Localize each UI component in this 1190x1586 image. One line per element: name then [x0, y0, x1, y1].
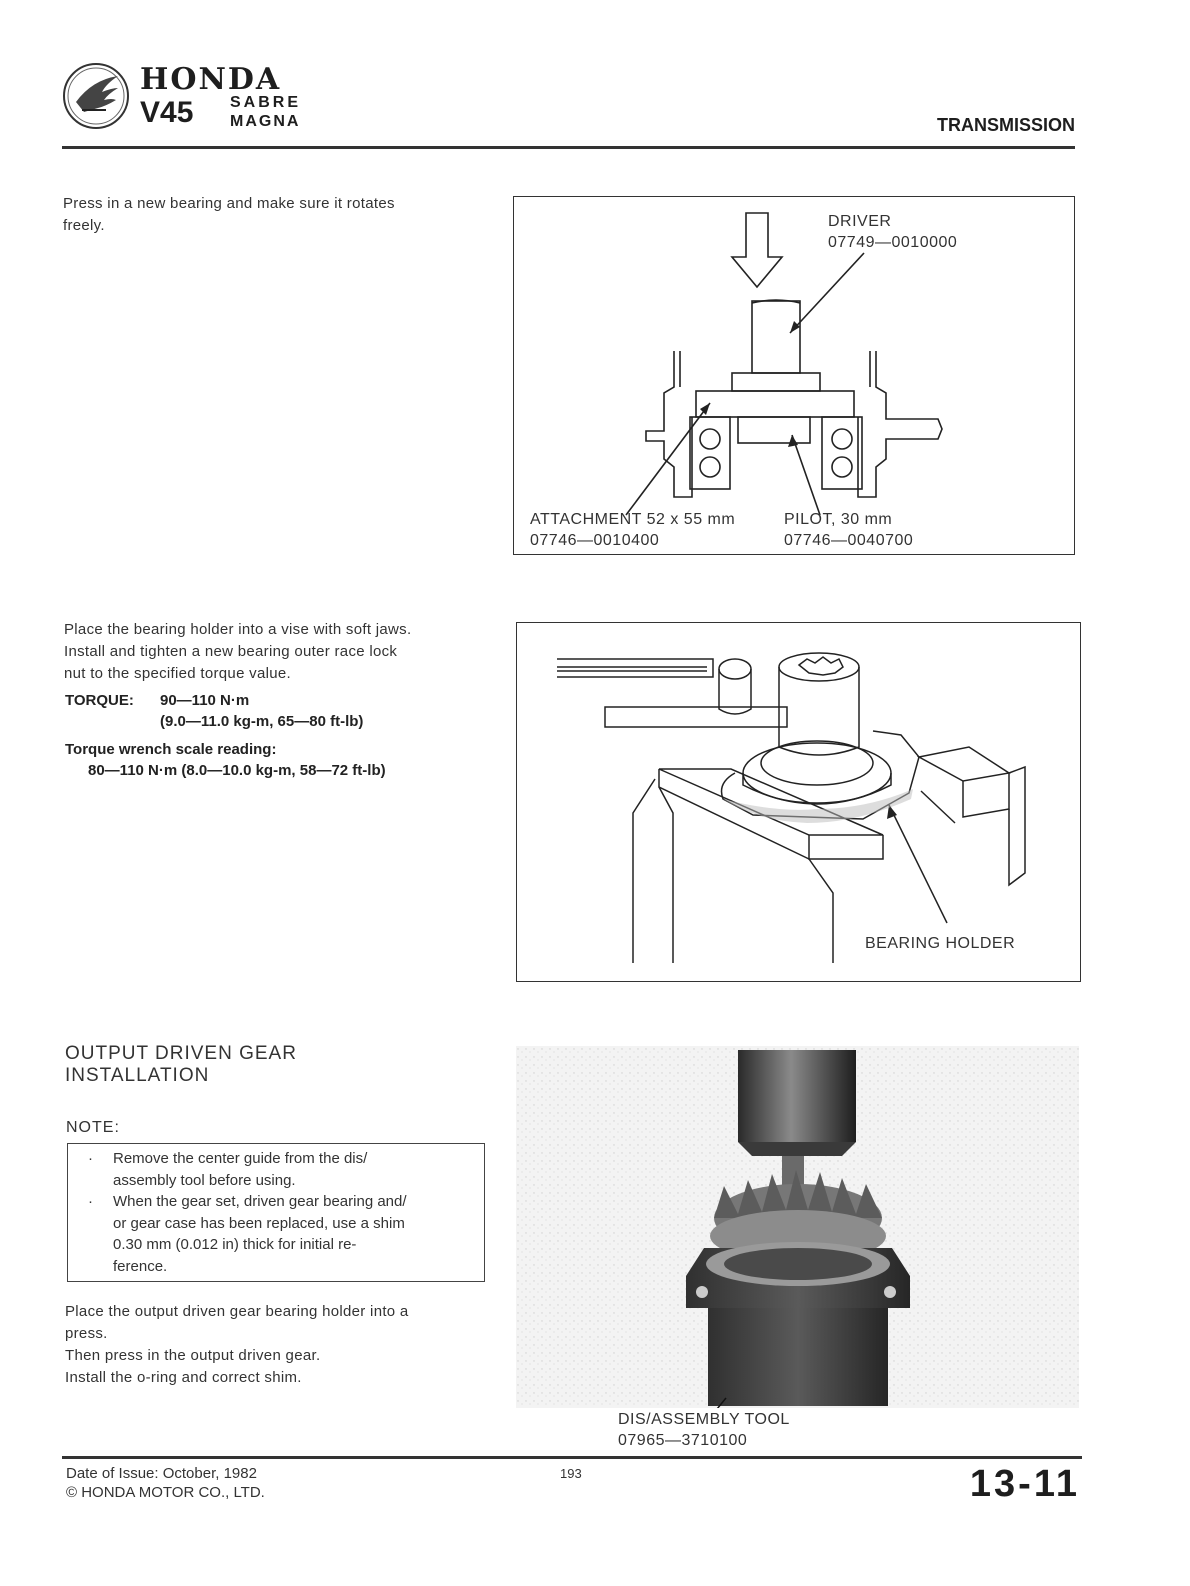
step2-line-2: Install and tighten a new bearing outer race lock — [64, 643, 398, 660]
model-variant-1: SABRE — [230, 94, 302, 111]
step1-line-1: Press in a new bearing and make sure it rotates — [63, 195, 395, 212]
tool-part-number: 07965—3710100 — [618, 1432, 748, 1449]
driver-label — [828, 211, 957, 253]
pilot-label — [784, 509, 913, 551]
note-bullet-2: · — [88, 1193, 93, 1210]
note-item-1-line-1: Remove the center guide from the dis/ — [113, 1150, 368, 1167]
step1-line-2: freely. — [63, 217, 105, 234]
note-item-1 — [88, 1148, 458, 1191]
step1-text — [63, 193, 483, 237]
brand-name: HONDA — [140, 62, 282, 97]
model-variant-2: MAGNA — [230, 113, 301, 130]
bearing-holder-vise-diagram — [516, 622, 1081, 982]
torque-alt-units: (9.0—11.0 kg-m, 65—80 ft-lb) — [160, 713, 364, 730]
wrench-reading-value: 80—110 N·m (8.0—10.0 kg-m, 58—72 ft-lb) — [88, 762, 386, 779]
driver-name: DRIVER — [828, 213, 892, 230]
copyright: © HONDA MOTOR CO., LTD. — [66, 1484, 265, 1501]
gear-press-photo-drawing — [516, 1046, 1079, 1408]
note-item-2 — [88, 1191, 458, 1277]
attachment-label — [530, 509, 735, 551]
chapter-page-number: 13-11 — [969, 1463, 1080, 1505]
tool-name: DIS/ASSEMBLY TOOL — [618, 1411, 790, 1428]
step2-line-3: nut to the specified torque value. — [64, 665, 292, 682]
wrench-reading-label: Torque wrench scale reading: — [65, 741, 277, 758]
step2-line-1: Place the bearing holder into a vise with soft jaws. — [64, 621, 412, 638]
note-bullet-1: · — [88, 1150, 93, 1167]
note-item-2-line-1: When the gear set, driven gear bearing and/ — [113, 1193, 407, 1210]
bearing-press-drawing — [514, 197, 1074, 554]
driver-part-number: 07749—0010000 — [828, 234, 958, 251]
step3-line-3: Then press in the output driven gear. — [65, 1347, 321, 1364]
section-heading — [65, 1043, 297, 1087]
attachment-part-number: 07746—0010400 — [530, 532, 660, 549]
section-heading-line-2: INSTALLATION — [65, 1065, 210, 1086]
torque-label: TORQUE: — [65, 692, 134, 709]
page-number: 193 — [560, 1466, 582, 1481]
tool-label — [618, 1409, 790, 1451]
note-item-2-line-3: 0.30 mm (0.012 in) thick for initial re- — [113, 1236, 357, 1253]
section-heading-line-1: OUTPUT DRIVEN GEAR — [65, 1043, 297, 1064]
section-title: TRANSMISSION — [936, 115, 1075, 135]
bearing-press-diagram — [513, 196, 1075, 555]
attachment-name: ATTACHMENT 52 x 55 mm — [530, 511, 736, 528]
note-item-2-line-2: or gear case has been replaced, use a shim — [113, 1214, 405, 1232]
header-rule — [62, 146, 1075, 149]
honda-wing-logo — [62, 62, 130, 130]
step3-line-1: Place the output driven gear bearing holder into a — [65, 1303, 409, 1320]
footer-rule — [62, 1456, 1082, 1459]
torque-value: 90—110 N·m — [160, 692, 250, 709]
issue-date: Date of Issue: October, 1982 — [66, 1465, 257, 1482]
pilot-name: PILOT, 30 mm — [784, 511, 893, 528]
step2-text — [64, 619, 484, 685]
gear-press-photo — [516, 1046, 1079, 1408]
vise-torque-drawing — [517, 623, 1080, 981]
step3-line-2: press. — [65, 1325, 108, 1342]
step3-text — [65, 1301, 485, 1389]
note-item-2-line-4: ference. — [113, 1257, 168, 1275]
bearing-holder-label: BEARING HOLDER — [865, 935, 1016, 952]
step3-line-4: Install the o-ring and correct shim. — [65, 1369, 302, 1386]
note-label: NOTE: — [66, 1119, 120, 1136]
pilot-part-number: 07746—0040700 — [784, 532, 914, 549]
note-item-1-line-2: assembly tool before using. — [113, 1171, 296, 1189]
note-box — [67, 1143, 485, 1282]
model-name: V45 — [140, 96, 194, 129]
